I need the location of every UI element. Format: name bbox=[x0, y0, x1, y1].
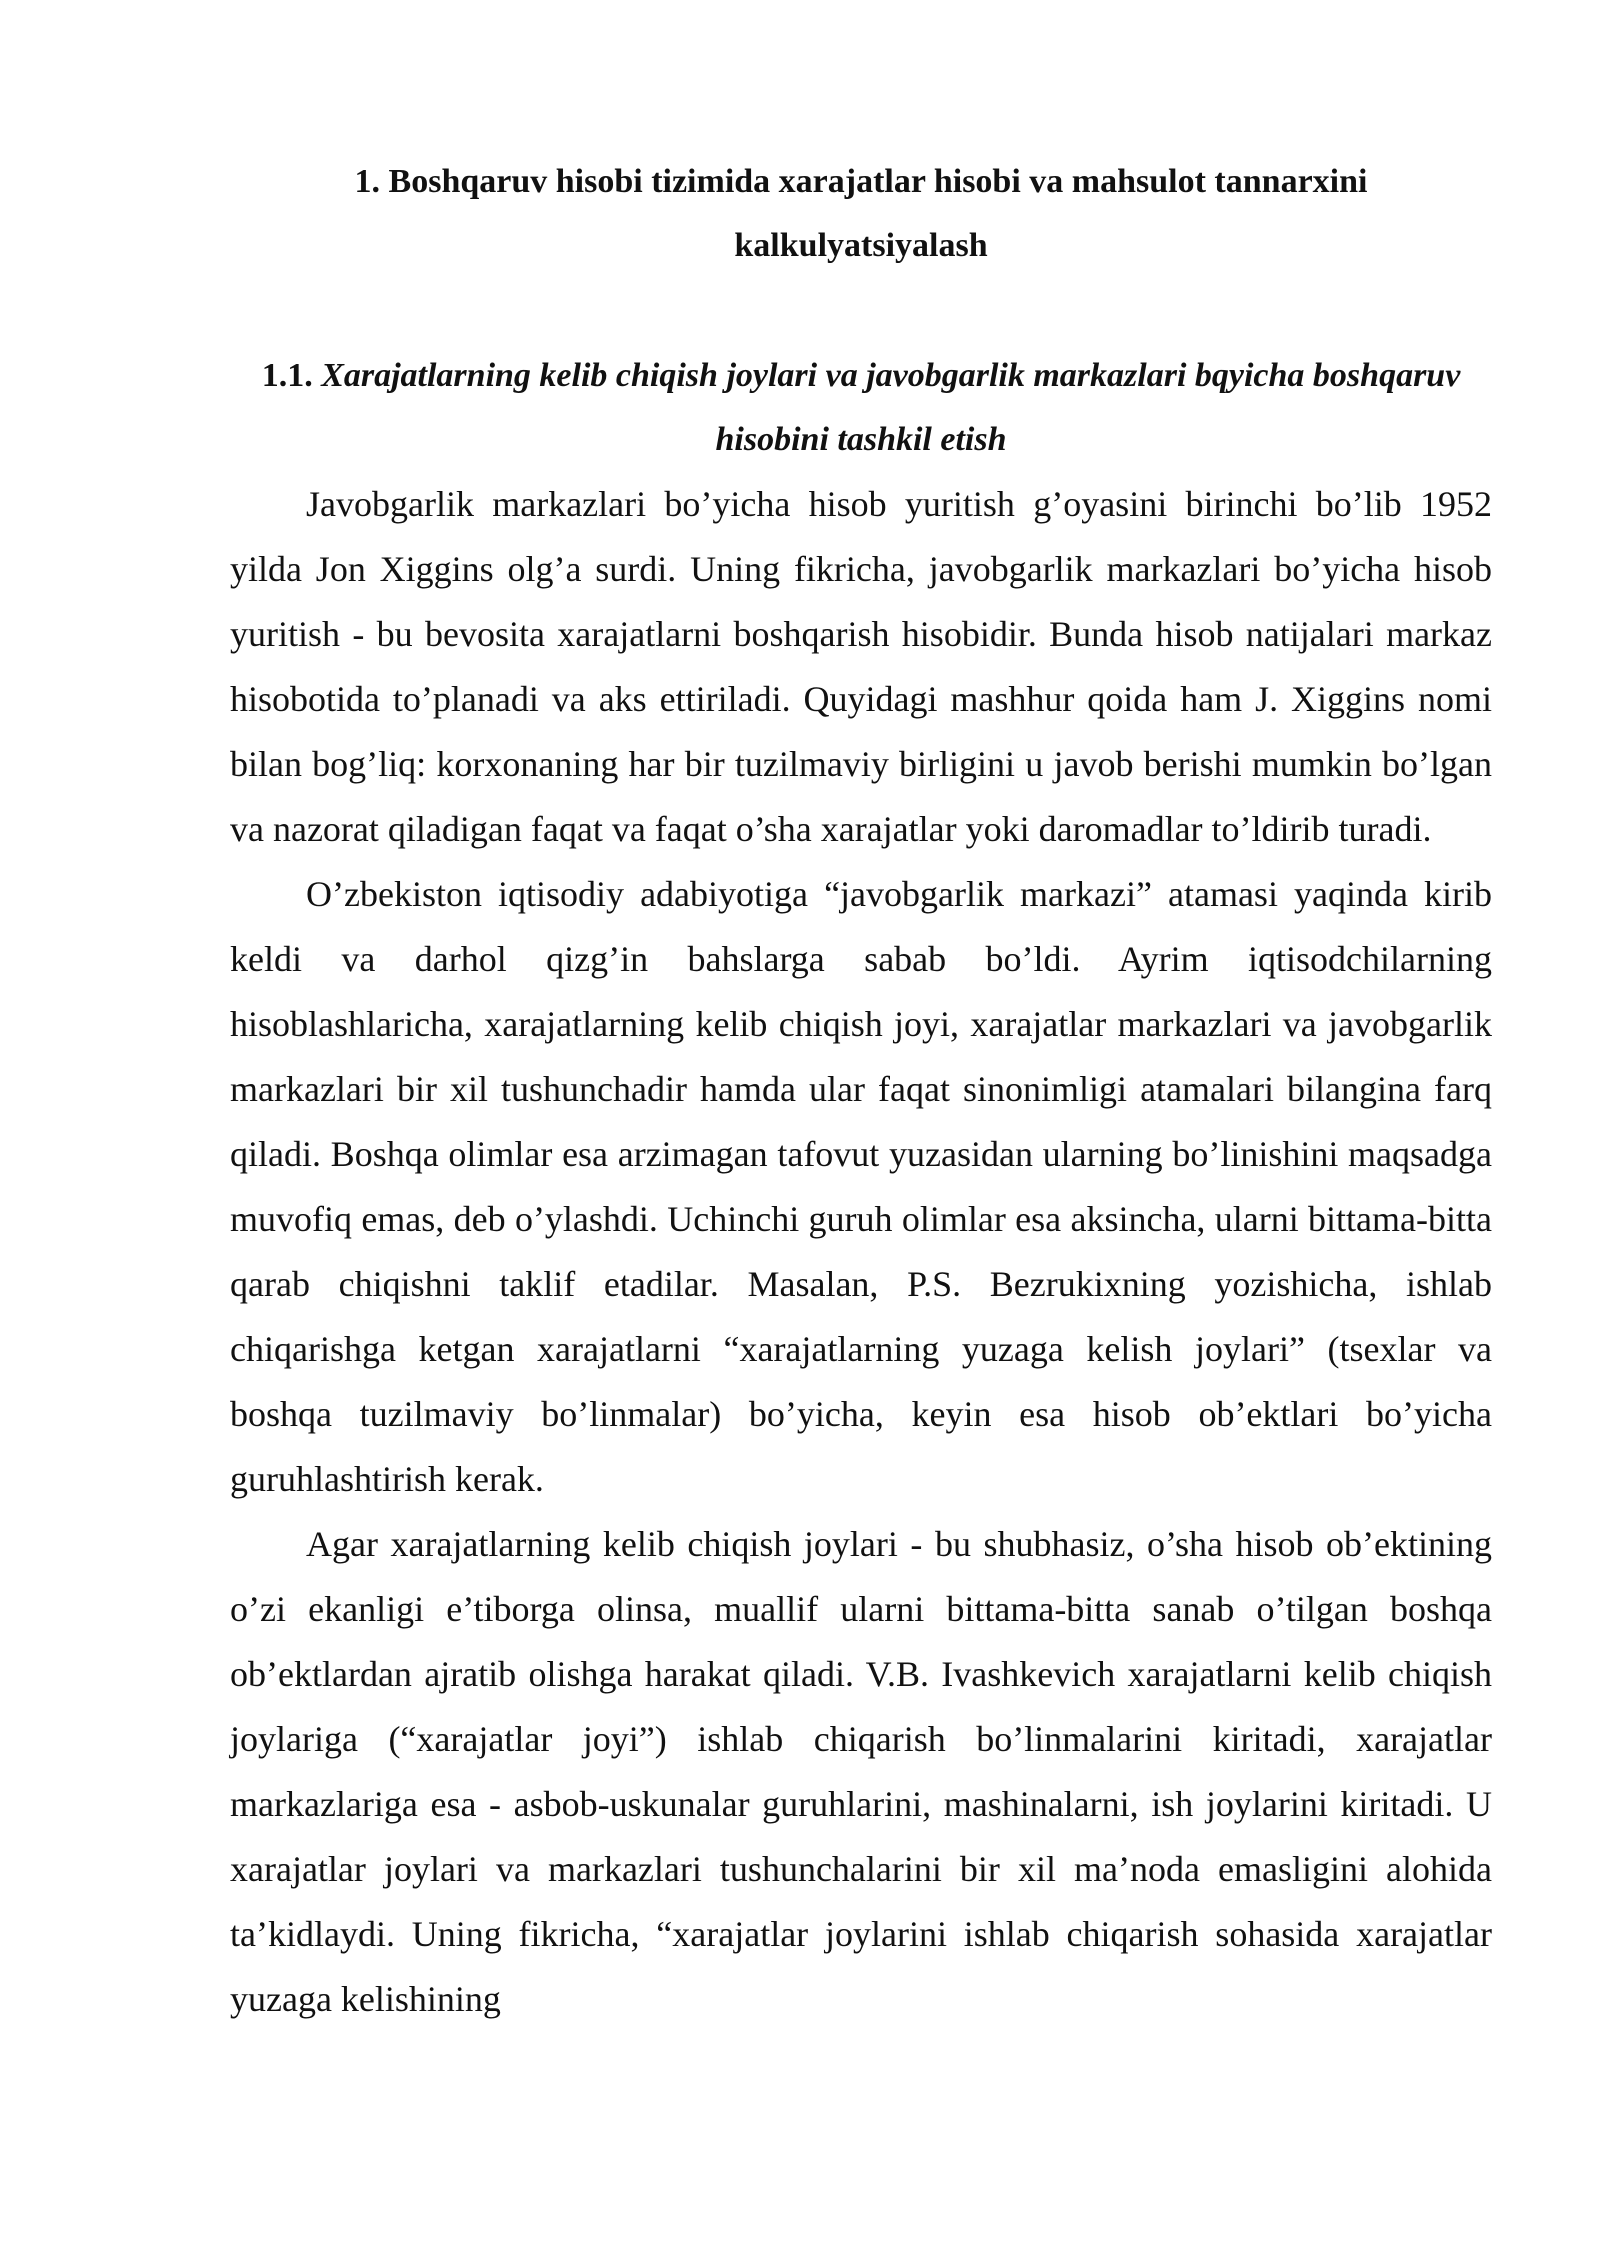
section-title-text: Xarajatlarning kelib chiqish joylari va javobgarlik markazlari bqyicha boshqaruv hisobini tashkil etish bbox=[321, 357, 1461, 458]
chapter-title: 1. Boshqaruv hisobi tizimida xarajatlar hisobi va mahsulot tannarxini kalkulyatsiyalash bbox=[354, 163, 1368, 264]
document-page bbox=[230, 150, 1492, 2032]
section-number: 1.1. bbox=[261, 357, 313, 394]
paragraph-2: O’zbekiston iqtisodiy adabiyotiga “javobgarlik markazi” atamasi yaqinda kirib keldi va darhol qizg’in bahslarga sabab bo’ldi. Ayrim iqtisodchilarning hisoblashlaricha, xarajatlarning kelib chiqish joyi, xarajatlar markazlari va javobgarlik markazlari bir xil tushunchadir hamda ular faqat sinonimligi atamalari bilangina farq qiladi. Boshqa olimlar esa arzimagan tafovut yuzasidan ularning bo’linishini maqsadga muvofiq emas, deb o’ylashdi. Uchinchi guruh olimlar esa aksincha, ularni bittama-bitta qarab chiqishni taklif etadilar. Masalan, P.S. Bezrukixning yozishicha, ishlab chiqarishga ketgan xarajatlarni “xarajatlarning yuzaga kelish joylari” (tsexlar va boshqa tuzilmaviy bo’linmalar) bo’yicha, keyin esa hisob ob’ektlari bo’yicha guruhlashtirish kerak. bbox=[230, 874, 1492, 1499]
paragraph-1: Javobgarlik markazlari bo’yicha hisob yuritish g’oyasini birinchi bo’lib 1952 yilda Jon Xiggins olg’a surdi. Uning fikricha, javobgarlik markazlari bo’yicha hisob yuritish - bu bevosita xarajatlarni boshqarish hisobidir. Bunda hisob natijalari markaz hisobotida to’planadi va aks ettiriladi. Quyidagi mashhur qoida ham J. Xiggins nomi bilan bog’liq: korxonaning har bir tuzilmaviy birligini u javob berishi mumkin bo’lgan va nazorat qiladigan faqat va faqat o’sha xarajatlar yoki daromadlar to’ldirib turadi. bbox=[230, 484, 1492, 849]
section-title bbox=[230, 344, 1492, 472]
paragraph-3: Agar xarajatlarning kelib chiqish joylari - bu shubhasiz, o’sha hisob ob’ektining o’zi ekanligi e’tiborga olinsa, muallif ularni bittama-bitta sanab o’tilgan boshqa ob’ektlardan ajratib olishga harakat qiladi. V.B. Ivashkevich xarajatlarni kelib chiqish joylariga (“xarajatlar joyi”) ishlab chiqarish bo’linmalarini kiritadi, xarajatlar markazlariga esa - asbob-uskunalar guruhlarini, mashinalarni, ish joylarini kiritadi. U xarajatlar joylari va markazlari tushunchalarini bir xil ma’noda emasligini alohida ta’kidlaydi. Uning fikricha, “xarajatlar joylarini ishlab chiqarish sohasida xarajatlar yuzaga kelishining bbox=[230, 1524, 1492, 2019]
